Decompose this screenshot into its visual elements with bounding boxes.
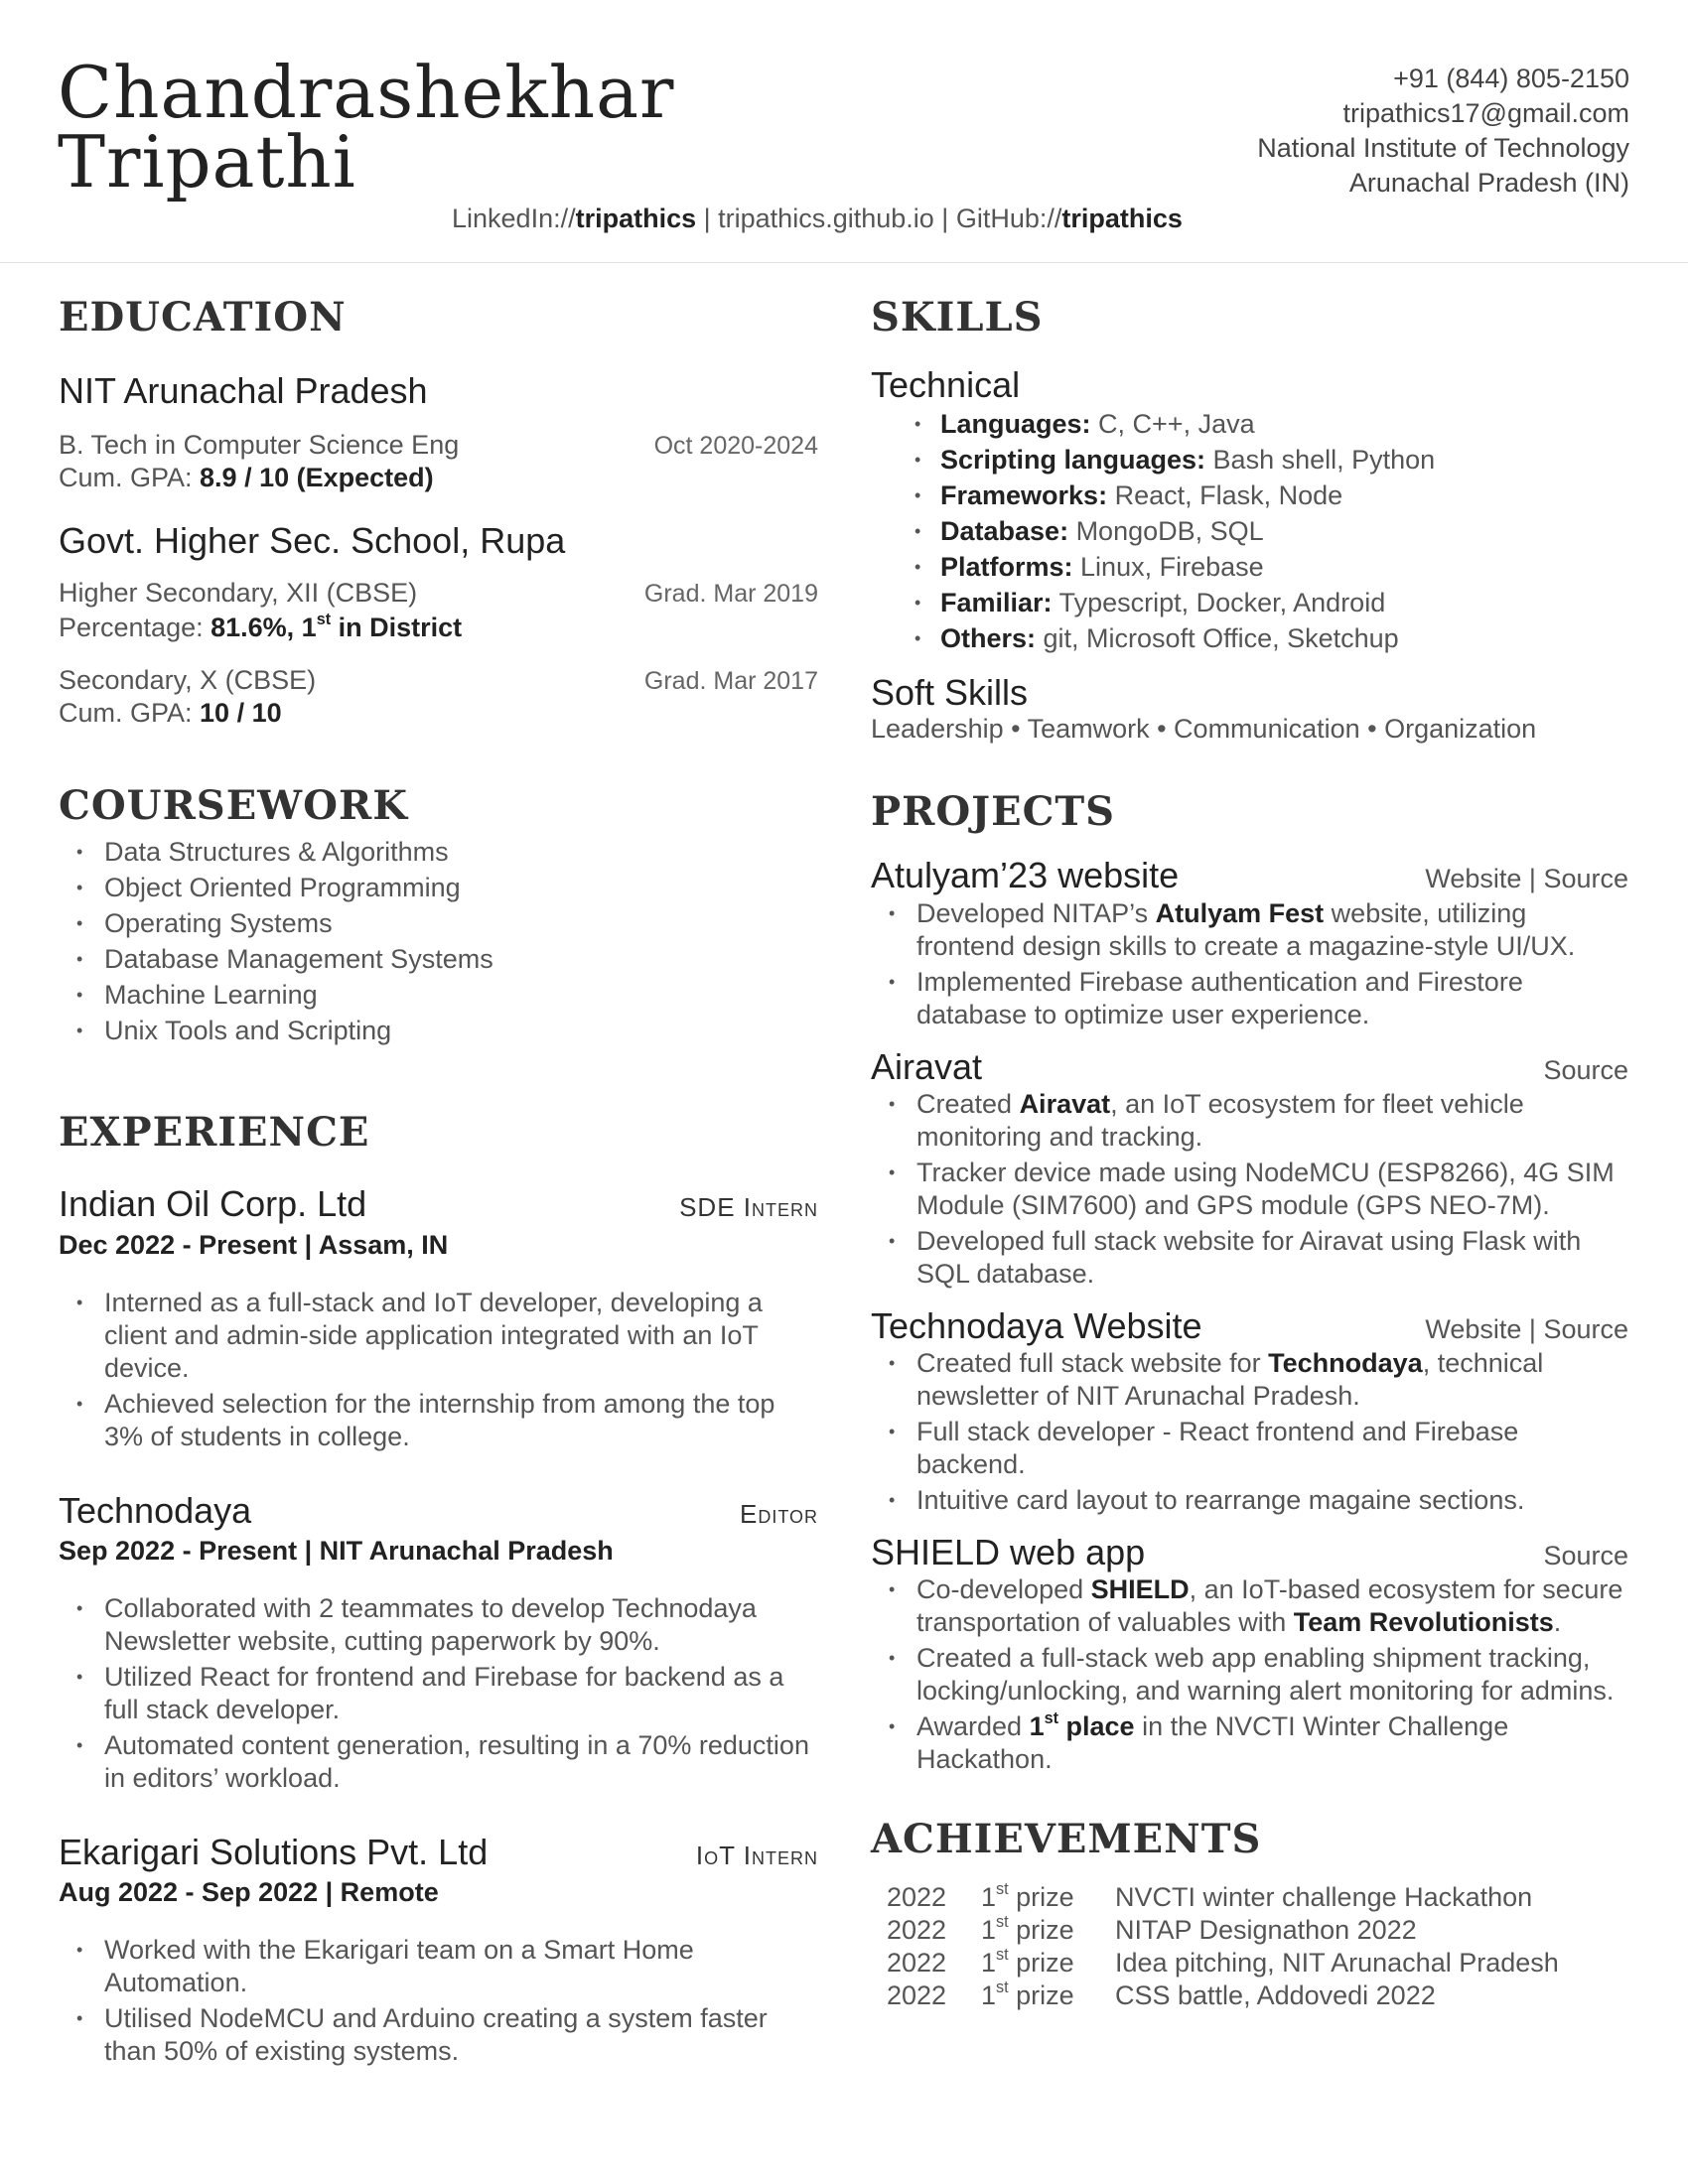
section-title-skills: SKILLS xyxy=(871,294,1044,341)
degree: B. Tech in Computer Science Eng xyxy=(59,430,460,461)
rank: 1st prize xyxy=(981,1945,1074,1979)
list-item: • Languages: C, C++, Java xyxy=(871,408,1628,441)
technical-skills-title: Technical xyxy=(871,364,1021,405)
list-item: • Scripting languages: Bash shell, Python xyxy=(871,444,1628,477)
list-item: • Utilized React for frontend and Firebase for backend as a full stack developer. xyxy=(59,1661,818,1726)
dates: Grad. Mar 2017 xyxy=(643,667,818,696)
percentage-line xyxy=(59,610,818,643)
gpa-value: 10 / 10 xyxy=(200,698,282,729)
dates: Oct 2020-2024 xyxy=(653,432,818,461)
gpa-value: 8.9 / 10 (Expected) xyxy=(200,463,434,493)
job-header xyxy=(59,1831,818,1873)
school-name: Govt. Higher Sec. School, Rupa xyxy=(59,520,566,562)
degree-row xyxy=(59,578,818,609)
event: NITAP Designathon 2022 xyxy=(1115,1915,1417,1946)
event: CSS battle, Addovedi 2022 xyxy=(1115,1980,1436,2011)
phone-number[interactable]: +91 (844) 805-2150 xyxy=(1393,64,1629,93)
website-link[interactable]: Website xyxy=(1425,864,1522,894)
source-link[interactable]: Source xyxy=(1543,1054,1628,1085)
technical-skills-list xyxy=(871,408,1628,655)
linkedin-link[interactable] xyxy=(452,204,696,233)
gpa-line xyxy=(59,698,818,729)
job-entry xyxy=(59,1489,818,1795)
project-links: Website | Source xyxy=(1425,864,1628,894)
job-bullets xyxy=(59,1287,818,1453)
project-bullets xyxy=(871,897,1628,1031)
job-role: SDE Intern xyxy=(679,1192,818,1223)
job-header xyxy=(59,1182,818,1225)
separator: | xyxy=(696,204,719,233)
project-header xyxy=(871,1304,1628,1347)
project-bullets xyxy=(871,1573,1628,1776)
rank: 1st prize xyxy=(981,1912,1074,1946)
list-item: • Object Oriented Programming xyxy=(59,872,818,904)
skills-section xyxy=(871,294,1628,745)
project-entry xyxy=(871,1045,1628,1291)
project-entry xyxy=(871,1531,1628,1776)
list-item: • Unix Tools and Scripting xyxy=(59,1015,818,1047)
list-item: • Database: MongoDB, SQL xyxy=(871,515,1628,548)
gpa-label: Cum. GPA: xyxy=(59,698,201,729)
github-prefix: GitHub:// xyxy=(955,204,1062,233)
achievements-list xyxy=(871,1881,1628,2012)
list-item: • Collaborated with 2 teammates to develop Technodaya Newsletter website, cutting paperwork by 90%. xyxy=(59,1592,818,1658)
soft-skills: Leadership • Teamwork • Communication • Organization xyxy=(871,714,1537,745)
source-link[interactable]: Source xyxy=(1543,864,1628,894)
job-bullets xyxy=(59,1592,818,1795)
project-entry xyxy=(871,854,1628,1030)
education-section xyxy=(59,294,818,729)
project-entry xyxy=(871,1304,1628,1517)
degree: Secondary, X (CBSE) xyxy=(59,665,317,696)
company-name: Technodaya xyxy=(59,1489,252,1531)
left-column xyxy=(59,294,818,2071)
list-item: • Developed NITAP’s Atulyam Fest website, utilizing frontend design skills to create a magazine-style UI/UX. xyxy=(871,897,1628,963)
company-name: Indian Oil Corp. Ltd xyxy=(59,1183,367,1225)
year: 2022 xyxy=(887,1980,947,2011)
school-name: NIT Arunachal Pradesh xyxy=(59,370,428,411)
list-item: • Familiar: Typescript, Docker, Android xyxy=(871,587,1628,619)
project-name: Atulyam’23 website xyxy=(871,855,1180,896)
project-header xyxy=(871,854,1628,896)
resume-header xyxy=(0,0,1688,263)
location: Arunachal Pradesh (IN) xyxy=(1348,168,1629,198)
gpa-label: Cum. GPA: xyxy=(59,463,201,493)
list-item: • Operating Systems xyxy=(59,907,818,940)
company-name: Ekarigari Solutions Pvt. Ltd xyxy=(59,1831,489,1872)
degree-row xyxy=(59,665,818,696)
job-meta: Aug 2022 - Sep 2022 | Remote xyxy=(59,1876,439,1907)
list-item: • Interned as a full-stack and IoT developer, developing a client and admin-side application integrated with an IoT device. xyxy=(59,1287,818,1385)
gpa-line xyxy=(59,463,818,493)
list-item: • Created full stack website for Technodaya, technical newsletter of NIT Arunachal Pradesh. xyxy=(871,1347,1628,1413)
list-item: • Achieved selection for the internship from among the top 3% of students in college. xyxy=(59,1388,818,1453)
project-bullets xyxy=(871,1088,1628,1291)
rank: 1st prize xyxy=(981,1879,1074,1913)
list-item: • Platforms: Linux, Firebase xyxy=(871,551,1628,584)
linkedin-handle: tripathics xyxy=(575,204,697,233)
section-title-projects: PROJECTS xyxy=(871,788,1116,836)
list-item: • Awarded 1st place in the NVCTI Winter Challenge Hackathon. xyxy=(871,1710,1628,1776)
project-header xyxy=(871,1531,1628,1573)
list-item: • Machine Learning xyxy=(59,979,818,1012)
project-links: Website | Source xyxy=(1425,1313,1628,1344)
linkedin-prefix: LinkedIn:// xyxy=(452,204,576,233)
list-item: • Created Airavat, an IoT ecosystem for fleet vehicle monitoring and tracking. xyxy=(871,1088,1628,1154)
section-title-coursework: COURSEWORK xyxy=(59,782,408,830)
job-entry xyxy=(59,1831,818,2068)
achievements-section xyxy=(871,1816,1628,2012)
job-role: IoT Intern xyxy=(695,1840,818,1870)
name-last: Tripathi xyxy=(58,120,356,204)
website-link[interactable]: Website xyxy=(1425,1313,1522,1344)
job-role: Editor xyxy=(739,1498,818,1529)
contact-info xyxy=(1257,62,1629,201)
dates: Grad. Mar 2019 xyxy=(643,580,818,609)
right-column xyxy=(871,294,1628,2012)
job-meta: Sep 2022 - Present | NIT Arunachal Pradesh xyxy=(59,1535,614,1566)
achievement-row xyxy=(871,1947,1628,1979)
list-item: • Database Management Systems xyxy=(59,943,818,976)
project-bullets xyxy=(871,1347,1628,1517)
year: 2022 xyxy=(887,1948,947,1979)
event: NVCTI winter challenge Hackathon xyxy=(1115,1882,1533,1913)
event: Idea pitching, NIT Arunachal Pradesh xyxy=(1115,1948,1559,1979)
job-meta: Dec 2022 - Present | Assam, IN xyxy=(59,1229,449,1260)
list-item: • Data Structures & Algorithms xyxy=(59,836,818,869)
year: 2022 xyxy=(887,1882,947,1913)
experience-section xyxy=(59,1109,818,2068)
project-name: SHIELD web app xyxy=(871,1531,1146,1572)
name-first: Chandrashekhar xyxy=(58,51,675,134)
projects-section xyxy=(871,788,1628,1776)
job-header xyxy=(59,1489,818,1532)
project-header xyxy=(871,1045,1628,1088)
list-item: • Utilised NodeMCU and Arduino creating a system faster than 50% of existing systems. xyxy=(59,2002,818,2068)
list-item: • Full stack developer - React frontend and Firebase backend. xyxy=(871,1416,1628,1481)
section-title-education: EDUCATION xyxy=(59,294,347,341)
achievement-row xyxy=(871,1914,1628,1947)
list-item: • Worked with the Ekarigari team on a Smart Home Automation. xyxy=(59,1934,818,1999)
list-item: • Others: git, Microsoft Office, Sketchup xyxy=(871,622,1628,655)
degree-row xyxy=(59,430,818,461)
separator: | xyxy=(933,204,956,233)
percentage-label: Percentage: xyxy=(59,613,211,643)
coursework-list xyxy=(59,836,818,1047)
coursework-section xyxy=(59,782,818,1047)
year: 2022 xyxy=(887,1915,947,1946)
list-item: • Automated content generation, resulting in a 70% reduction in editors’ workload. xyxy=(59,1729,818,1795)
job-bullets xyxy=(59,1934,818,2068)
rank: 1st prize xyxy=(981,1978,1074,2011)
degree: Higher Secondary, XII (CBSE) xyxy=(59,578,418,609)
section-title-achievements: ACHIEVEMENTS xyxy=(871,1816,1262,1863)
list-item: • Created a full-stack web app enabling shipment tracking, locking/unlocking, and warning alert monitoring for admins. xyxy=(871,1642,1628,1707)
list-item: • Developed full stack website for Airavat using Flask with SQL database. xyxy=(871,1225,1628,1291)
profile-links xyxy=(452,204,1183,234)
source-link[interactable]: Source xyxy=(1543,1313,1628,1344)
institute-name: National Institute of Technology xyxy=(1257,133,1629,163)
list-item: • Co-developed SHIELD, an IoT-based ecosystem for secure transportation of valuables with Team Revolutionists. xyxy=(871,1573,1628,1639)
soft-skills-title: Soft Skills xyxy=(871,672,1029,714)
list-item: • Tracker device made using NodeMCU (ESP8266), 4G SIM Module (SIM7600) and GPS module (GPS NEO-7M). xyxy=(871,1157,1628,1222)
project-name: Airavat xyxy=(871,1045,983,1087)
email-address[interactable]: tripathics17@gmail.com xyxy=(1342,98,1629,128)
project-name: Technodaya Website xyxy=(871,1304,1202,1346)
achievement-row xyxy=(871,1881,1628,1914)
achievement-row xyxy=(871,1979,1628,2012)
job-entry xyxy=(59,1182,818,1452)
list-item: • Frameworks: React, Flask, Node xyxy=(871,479,1628,512)
list-item: • Intuitive card layout to rearrange magaine sections. xyxy=(871,1484,1628,1517)
github-link[interactable] xyxy=(956,204,1183,233)
section-title-experience: EXPERIENCE xyxy=(59,1109,370,1157)
percentage-value: 81.6%, 1st in District xyxy=(211,610,463,643)
source-link[interactable]: Source xyxy=(1543,1540,1628,1570)
website-link[interactable]: tripathics.github.io xyxy=(718,204,934,233)
list-item: • Implemented Firebase authentication and Firestore database to optimize user experience. xyxy=(871,966,1628,1031)
github-handle: tripathics xyxy=(1061,204,1183,233)
